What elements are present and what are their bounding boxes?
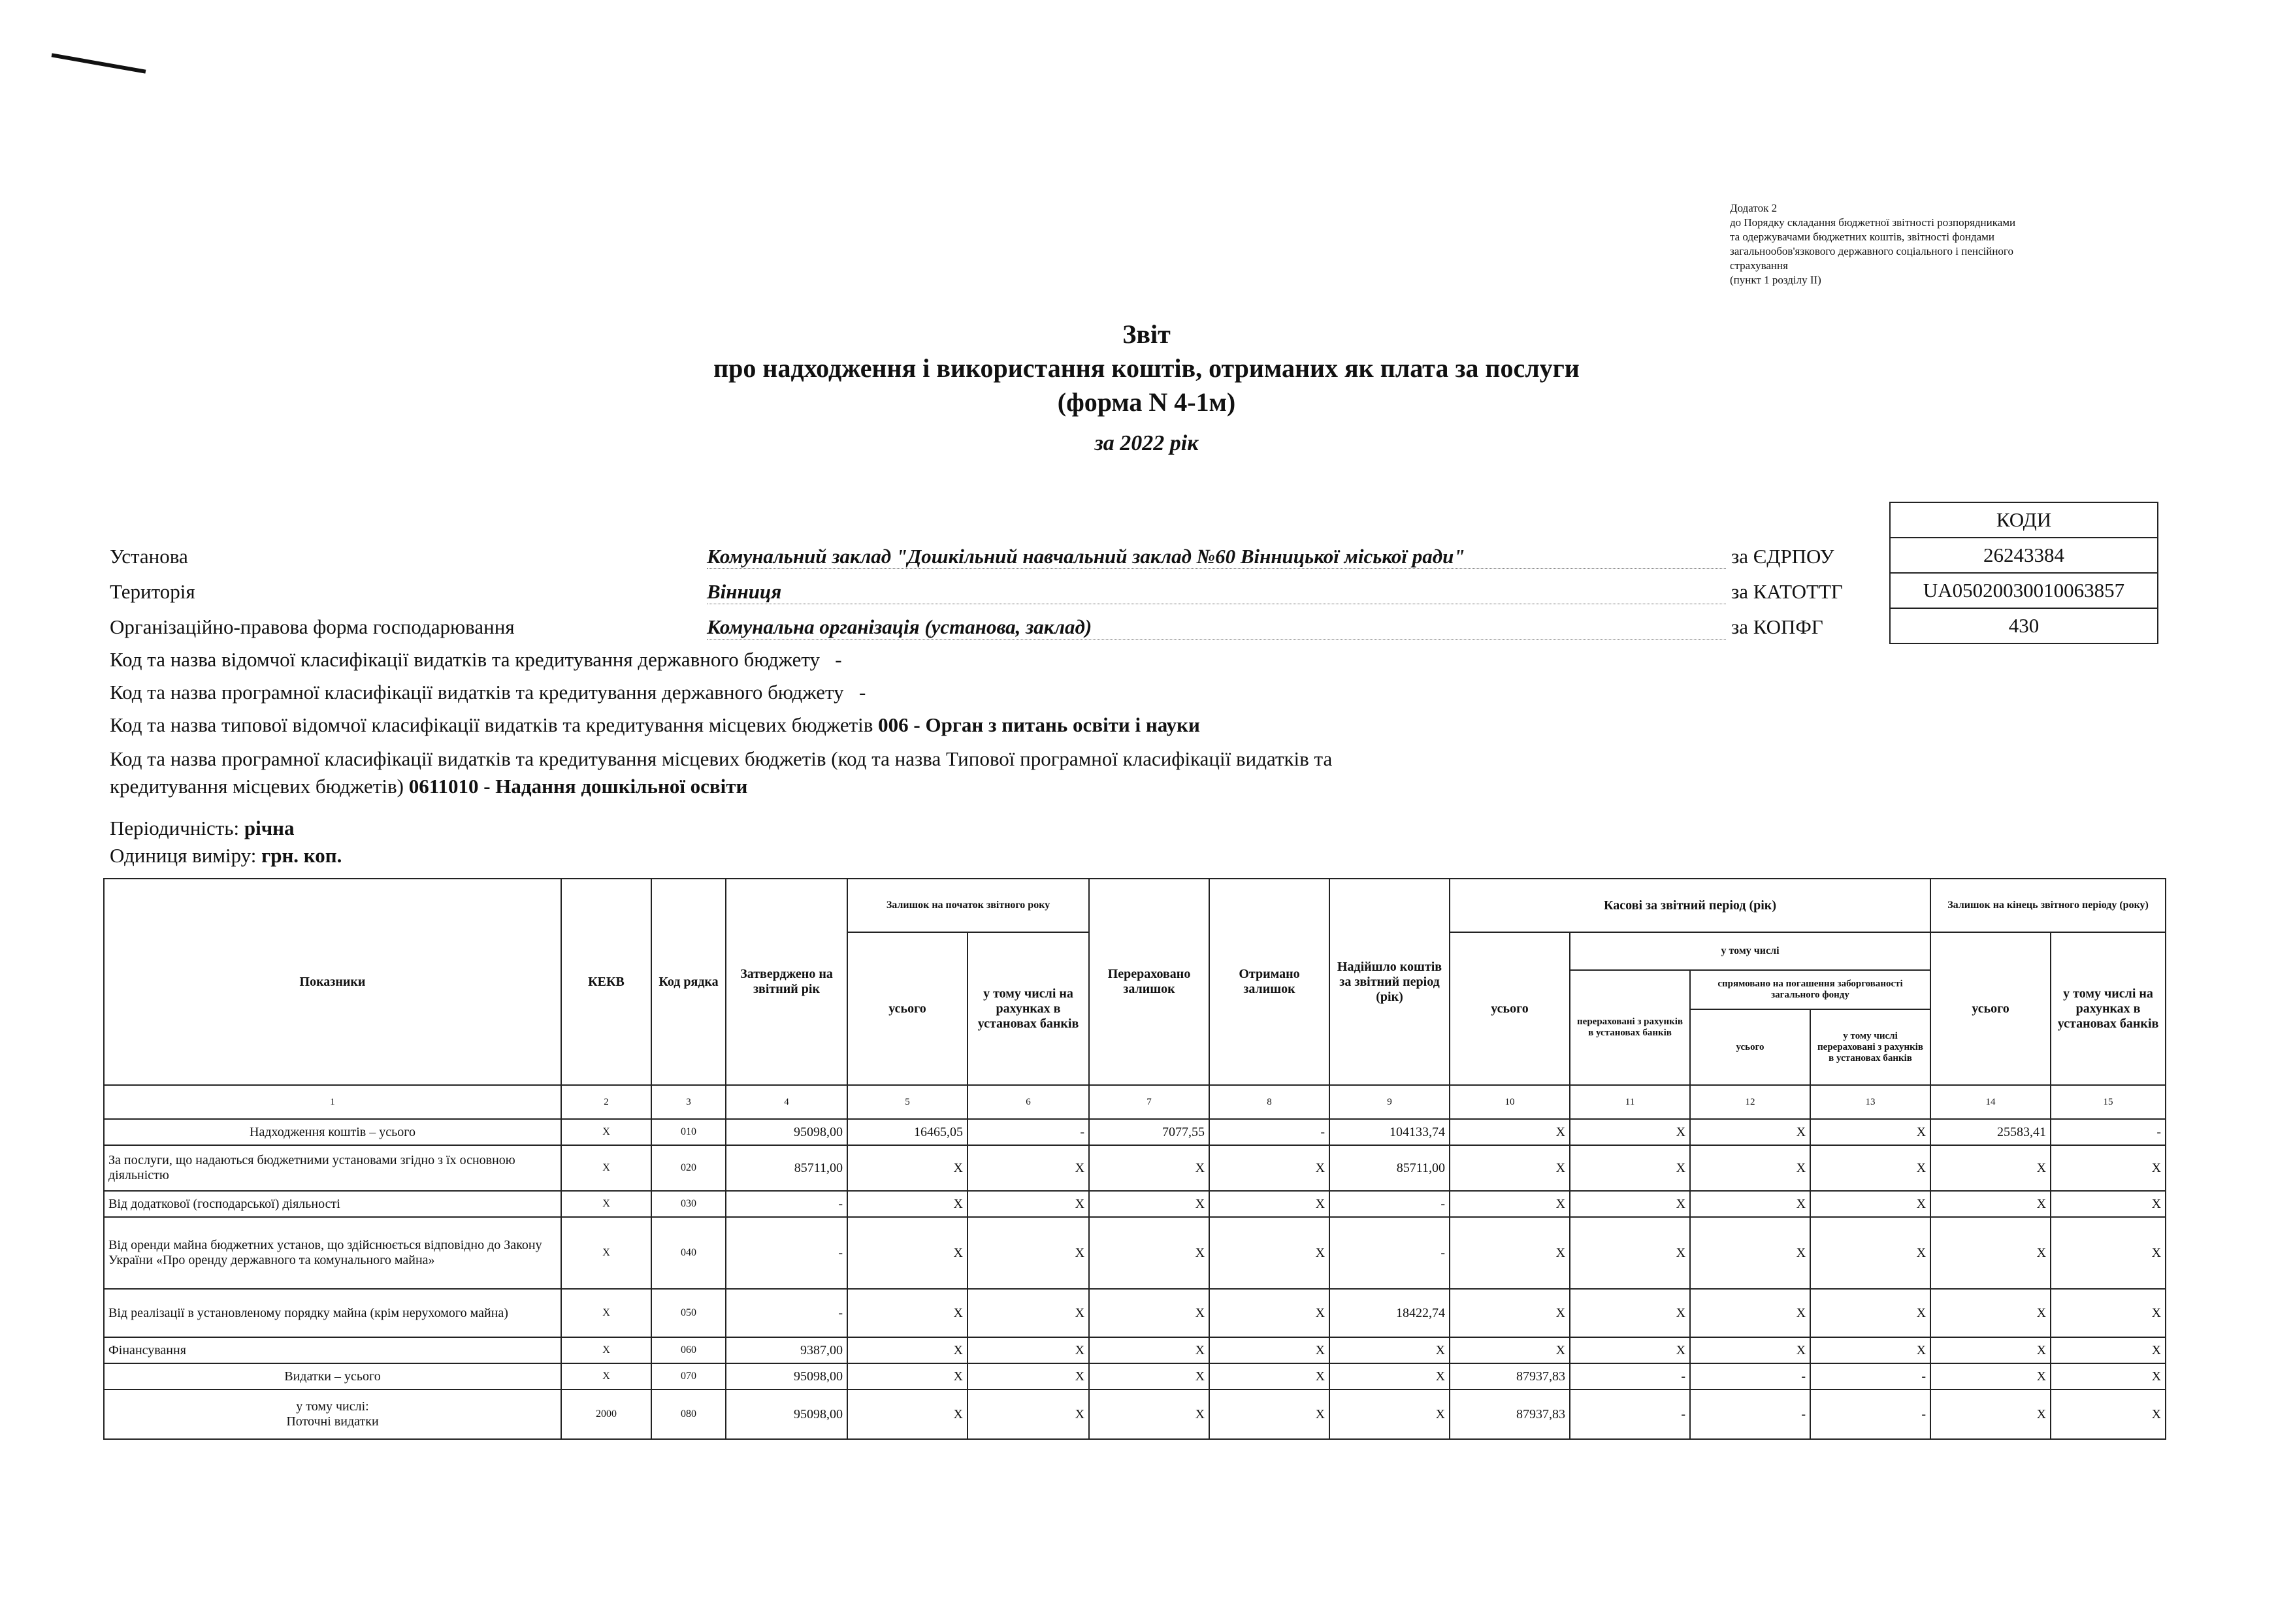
table-cell: 7077,55 xyxy=(1089,1119,1209,1145)
header-kekv: КЕКВ xyxy=(561,879,651,1085)
column-number: 2 xyxy=(561,1085,651,1119)
table-row xyxy=(104,1289,2166,1337)
header-cash: Касові за звітний період (рік) xyxy=(1450,879,1930,932)
table-cell: X xyxy=(561,1337,651,1363)
table-row xyxy=(104,1337,2166,1363)
table-cell: - xyxy=(1810,1389,1930,1439)
table-cell: 87937,83 xyxy=(1450,1363,1570,1389)
table-cell: 2000 xyxy=(561,1389,651,1439)
table-cell: 18422,74 xyxy=(1329,1289,1450,1337)
row-indicator: Від оренди майна бюджетних установ, що здійснюється відповідно до Закону України «Про оренду державного та комунального майна» xyxy=(104,1217,561,1289)
header-received: Отримано залишок xyxy=(1209,879,1329,1085)
institution-value: Комунальний заклад "Дошкільний навчальний заклад №60 Вінницької міської ради" xyxy=(707,545,1726,569)
appendix-line: (пункт 1 розділу II) xyxy=(1730,274,1821,286)
table-cell: X xyxy=(1209,1289,1329,1337)
column-number: 13 xyxy=(1810,1085,1930,1119)
appendix-line: страхування xyxy=(1730,259,1788,272)
table-cell: - xyxy=(726,1191,847,1217)
table-cell: - xyxy=(1810,1363,1930,1389)
header-debt-repay: спрямовано на погашення заборгованості загального фонду xyxy=(1690,970,1930,1009)
row-indicator: Від реалізації в установленому порядку майна (крім нерухомого майна) xyxy=(104,1289,561,1337)
table-cell: X xyxy=(1329,1363,1450,1389)
table-cell: X xyxy=(847,1191,968,1217)
table-cell: 070 xyxy=(651,1363,726,1389)
table-cell: X xyxy=(1930,1191,2051,1217)
table-cell: X xyxy=(1329,1337,1450,1363)
table-cell: X xyxy=(1450,1119,1570,1145)
table-cell: X xyxy=(561,1217,651,1289)
report-form: (форма N 4-1м) xyxy=(1057,387,1236,417)
table-cell: - xyxy=(1690,1389,1810,1439)
row-indicator: Від додаткової (господарської) діяльності xyxy=(104,1191,561,1217)
katottg-label: за КАТОТТГ xyxy=(1731,580,1843,603)
territory-label: Територія xyxy=(110,580,195,603)
prog-local-value: 0611010 - Надання дошкільної освіти xyxy=(408,775,748,798)
edrpou-label: за ЄДРПОУ xyxy=(1731,545,1834,568)
codes-header: КОДИ xyxy=(1996,508,2052,531)
table-cell: X xyxy=(1209,1145,1329,1191)
table-body xyxy=(104,1119,2166,1439)
column-number: 4 xyxy=(726,1085,847,1119)
table-cell: X xyxy=(1209,1363,1329,1389)
code-katottg: UA05020030010063857 xyxy=(1891,572,2157,608)
header-cash-total: усього xyxy=(1450,932,1570,1085)
table-cell: X xyxy=(1089,1217,1209,1289)
institution-label: Установа xyxy=(110,545,188,568)
table-cell: X xyxy=(1930,1289,2051,1337)
table-cell: X xyxy=(1690,1119,1810,1145)
table-cell: 104133,74 xyxy=(1329,1119,1450,1145)
table-cell: X xyxy=(847,1389,968,1439)
code-kopfg: 430 xyxy=(1891,608,2157,643)
table-cell: X xyxy=(561,1145,651,1191)
table-cell: X xyxy=(1570,1145,1690,1191)
table-cell: X xyxy=(1209,1389,1329,1439)
table-cell: 16465,05 xyxy=(847,1119,968,1145)
table-cell: - xyxy=(726,1217,847,1289)
row-indicator: у тому числі: Поточні видатки xyxy=(104,1389,561,1439)
column-number: 10 xyxy=(1450,1085,1570,1119)
table-cell: X xyxy=(1690,1145,1810,1191)
header-cash-incl: у тому числі xyxy=(1570,932,1930,970)
unit-value: грн. коп. xyxy=(261,844,342,867)
column-number: 6 xyxy=(968,1085,1089,1119)
table-cell: X xyxy=(847,1217,968,1289)
table-cell: X xyxy=(1089,1191,1209,1217)
table-cell: X xyxy=(968,1217,1089,1289)
table-cell: X xyxy=(1570,1119,1690,1145)
table-cell: X xyxy=(561,1191,651,1217)
table-cell: X xyxy=(1089,1389,1209,1439)
table-cell: X xyxy=(1690,1289,1810,1337)
column-number: 3 xyxy=(651,1085,726,1119)
table-cell: 020 xyxy=(651,1145,726,1191)
table-cell: - xyxy=(1570,1363,1690,1389)
table-cell: 95098,00 xyxy=(726,1119,847,1145)
header-debt-total: усього xyxy=(1690,1009,1810,1085)
prog-local-line1: Код та назва програмної класифікації видатків та кредитування місцевих бюджетів (код та назва Типової програмної класифікації видатків та xyxy=(110,747,1333,770)
row-indicator: Фінансування xyxy=(104,1337,561,1363)
report-table xyxy=(103,878,2166,1440)
column-number: 8 xyxy=(1209,1085,1329,1119)
table-cell: X xyxy=(1450,1289,1570,1337)
table-cell: X xyxy=(1209,1337,1329,1363)
table-cell: X xyxy=(1570,1191,1690,1217)
dept-state-line xyxy=(110,648,842,672)
dept-local-line xyxy=(110,713,1200,737)
table-cell: X xyxy=(847,1337,968,1363)
table-cell: X xyxy=(561,1363,651,1389)
header-approved: Затверджено на звітний рік xyxy=(726,879,847,1085)
dept-state-label: Код та назва відомчої класифікації видатків та кредитування державного бюджету xyxy=(110,648,821,671)
column-numbers-row xyxy=(104,1085,2166,1119)
report-period: за 2022 рік xyxy=(1094,431,1199,455)
table-cell: X xyxy=(1810,1191,1930,1217)
table-cell: X xyxy=(1930,1363,2051,1389)
table-cell: X xyxy=(1930,1389,2051,1439)
table-cell: - xyxy=(1329,1217,1450,1289)
table-cell: X xyxy=(968,1191,1089,1217)
territory-value: Вінниця xyxy=(707,580,1726,604)
table-cell: X xyxy=(847,1363,968,1389)
table-cell: X xyxy=(968,1389,1089,1439)
table-cell: X xyxy=(561,1119,651,1145)
dept-local-value: 006 - Орган з питань освіти і науки xyxy=(878,713,1200,736)
column-number: 15 xyxy=(2051,1085,2166,1119)
table-row xyxy=(104,1145,2166,1191)
report-subtitle: про надходження і використання коштів, отриманих як плата за послуги xyxy=(713,353,1580,383)
header-transferred: Перераховано залишок xyxy=(1089,879,1209,1085)
table-cell: X xyxy=(1810,1289,1930,1337)
appendix-line: Додаток 2 xyxy=(1730,202,1778,214)
table-cell: 9387,00 xyxy=(726,1337,847,1363)
table-cell: X xyxy=(1930,1217,2051,1289)
prog-state-line xyxy=(110,681,866,704)
table-cell: - xyxy=(1570,1389,1690,1439)
kopfg-label: за КОПФГ xyxy=(1731,615,1823,638)
table-cell: X xyxy=(1450,1145,1570,1191)
table-row xyxy=(104,1389,2166,1439)
table-cell: X xyxy=(1089,1145,1209,1191)
table-cell: 050 xyxy=(651,1289,726,1337)
unit-line xyxy=(110,844,342,868)
table-cell: X xyxy=(847,1145,968,1191)
table-cell: 95098,00 xyxy=(726,1363,847,1389)
header-debt-bank: у тому числі перераховані з рахунків в установах банків xyxy=(1810,1009,1930,1085)
row-indicator: Видатки – усього xyxy=(104,1363,561,1389)
table-cell: 85711,00 xyxy=(726,1145,847,1191)
appendix-line: до Порядку складання бюджетної звітності розпорядниками xyxy=(1730,216,2016,229)
table-cell: X xyxy=(1450,1337,1570,1363)
header-balance-end: Залишок на кінець звітного періоду (року) xyxy=(1930,879,2166,932)
table-cell: X xyxy=(561,1289,651,1337)
table-cell: 95098,00 xyxy=(726,1389,847,1439)
header-transferred-bank: перераховані з рахунків в установах банків xyxy=(1570,970,1690,1085)
scan-mark-stroke xyxy=(52,53,146,73)
table-cell: - xyxy=(1209,1119,1329,1145)
table-cell: X xyxy=(1450,1217,1570,1289)
report-title: Звіт xyxy=(1122,319,1171,349)
appendix-line: загальнообов'язкового державного соціального і пенсійного xyxy=(1730,245,2013,257)
table-cell: X xyxy=(1930,1145,2051,1191)
table-cell: X xyxy=(2051,1145,2166,1191)
table-row xyxy=(104,1119,2166,1145)
header-end-total: усього xyxy=(1930,932,2051,1085)
legal-form-value: Комунальна організація (установа, заклад) xyxy=(707,615,1726,640)
table-cell: X xyxy=(1810,1119,1930,1145)
table-cell: - xyxy=(2051,1119,2166,1145)
table-cell: X xyxy=(1690,1337,1810,1363)
table-cell: 080 xyxy=(651,1389,726,1439)
table-cell: X xyxy=(1089,1363,1209,1389)
table-cell: X xyxy=(1930,1337,2051,1363)
table-cell: X xyxy=(2051,1217,2166,1289)
table-cell: X xyxy=(1690,1217,1810,1289)
table-cell: X xyxy=(1810,1217,1930,1289)
table-cell: 040 xyxy=(651,1217,726,1289)
table-row xyxy=(104,1217,2166,1289)
unit-label: Одиниця виміру: xyxy=(110,844,257,867)
table-cell: X xyxy=(1570,1217,1690,1289)
table-cell: X xyxy=(2051,1389,2166,1439)
table-row xyxy=(104,1191,2166,1217)
dept-local-label: Код та назва типової відомчої класифікації видатків та кредитування місцевих бюджетів xyxy=(110,713,873,736)
table-cell: X xyxy=(1810,1337,1930,1363)
periodicity-line xyxy=(110,817,295,840)
appendix-line: та одержувачами бюджетних коштів, звітності фондами xyxy=(1730,231,1995,243)
header-balance-start: Залишок на початок звітного року xyxy=(847,879,1089,932)
header-start-total: усього xyxy=(847,932,968,1085)
table-cell: 85711,00 xyxy=(1329,1145,1450,1191)
periodicity-value: річна xyxy=(244,817,295,839)
prog-local-line2 xyxy=(110,775,747,798)
column-number: 9 xyxy=(1329,1085,1450,1119)
table-cell: X xyxy=(968,1145,1089,1191)
table-cell: X xyxy=(1209,1191,1329,1217)
table-cell: X xyxy=(1329,1389,1450,1439)
table-cell: X xyxy=(2051,1337,2166,1363)
prog-local-label2: кредитування місцевих бюджетів) xyxy=(110,775,404,798)
column-number: 5 xyxy=(847,1085,968,1119)
header-income: Надійшло коштів за звітний період (рік) xyxy=(1329,879,1450,1085)
table-cell: 030 xyxy=(651,1191,726,1217)
dept-state-value: - xyxy=(835,648,842,671)
table-cell: 87937,83 xyxy=(1450,1389,1570,1439)
table-cell: X xyxy=(968,1337,1089,1363)
table-cell: X xyxy=(1089,1289,1209,1337)
table-cell: - xyxy=(1329,1191,1450,1217)
table-cell: X xyxy=(968,1289,1089,1337)
column-number: 14 xyxy=(1930,1085,2051,1119)
code-edrpou: 26243384 xyxy=(1891,537,2157,572)
periodicity-label: Періодичність: xyxy=(110,817,240,839)
table-cell: X xyxy=(1089,1337,1209,1363)
table-cell: 010 xyxy=(651,1119,726,1145)
table-cell: - xyxy=(726,1289,847,1337)
prog-state-value: - xyxy=(858,681,866,704)
table-cell: X xyxy=(1570,1289,1690,1337)
table-cell: X xyxy=(2051,1289,2166,1337)
table-cell: X xyxy=(1209,1217,1329,1289)
appendix-note xyxy=(1730,201,2135,287)
table-cell: X xyxy=(1810,1145,1930,1191)
column-number: 7 xyxy=(1089,1085,1209,1119)
header-row-code: Код рядка xyxy=(651,879,726,1085)
table-cell: X xyxy=(968,1363,1089,1389)
legal-form-label: Організаційно-правова форма господарювання xyxy=(110,615,515,638)
header-indicators: Показники xyxy=(104,879,561,1085)
table-cell: - xyxy=(968,1119,1089,1145)
table-cell: X xyxy=(2051,1191,2166,1217)
codes-box xyxy=(1889,502,2158,644)
prog-state-label: Код та назва програмної класифікації видатків та кредитування державного бюджету xyxy=(110,681,844,704)
table-cell: X xyxy=(2051,1363,2166,1389)
header-end-bank: у тому числі на рахунках в установах банків xyxy=(2051,932,2166,1085)
row-indicator: Надходження коштів – усього xyxy=(104,1119,561,1145)
column-number: 11 xyxy=(1570,1085,1690,1119)
table-cell: X xyxy=(847,1289,968,1337)
row-indicator: За послуги, що надаються бюджетними установами згідно з їх основною діяльністю xyxy=(104,1145,561,1191)
table-cell: X xyxy=(1570,1337,1690,1363)
table-row xyxy=(104,1363,2166,1389)
table-cell: - xyxy=(1690,1363,1810,1389)
table-cell: X xyxy=(1450,1191,1570,1217)
header-start-bank: у тому числі на рахунках в установах банків xyxy=(968,932,1089,1085)
table-cell: X xyxy=(1690,1191,1810,1217)
table-cell: 060 xyxy=(651,1337,726,1363)
column-number: 1 xyxy=(104,1085,561,1119)
column-number: 12 xyxy=(1690,1085,1810,1119)
table-cell: 25583,41 xyxy=(1930,1119,2051,1145)
